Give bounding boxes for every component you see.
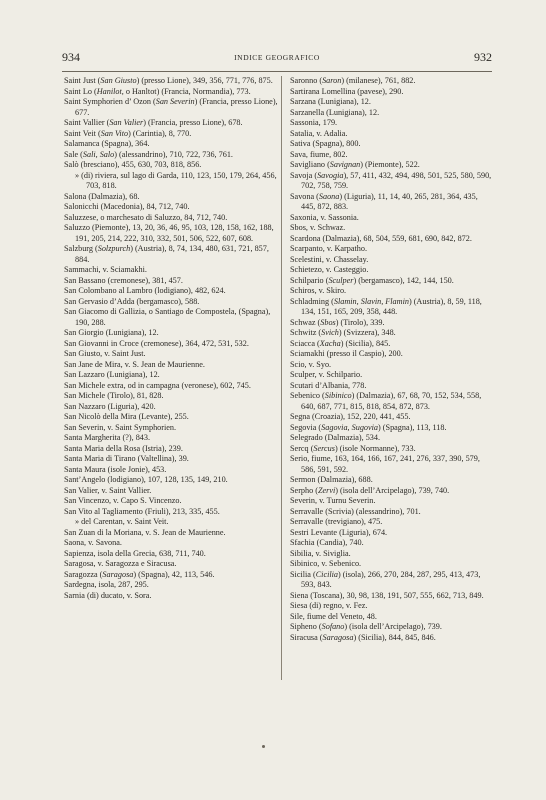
index-entry: [64, 307, 278, 328]
entry-text: Sibinico, v. Sebenico.: [290, 559, 362, 568]
index-entry: [290, 538, 494, 549]
entry-text: Saronno (: [290, 76, 323, 85]
entry-text: Sculper, v. Schilpario.: [290, 370, 363, 379]
index-entry: [290, 454, 494, 475]
entry-text: Sciamakhi (presso il Caspio), 200.: [290, 349, 403, 358]
index-entry: [290, 276, 494, 287]
index-entry: [64, 223, 278, 244]
entry-text: San Zuan di la Moriana, v. S. Jean de Maurienne.: [64, 527, 226, 537]
entry-text: Sammachi, v. Sciamakhi.: [64, 265, 147, 274]
entry-text: San Giacomo di Gallizia, o Santiago de Compostela, (Spagna), 190, 288.: [64, 307, 271, 327]
index-entry: [290, 213, 494, 224]
index-entry: [64, 549, 278, 560]
index-entry: [290, 370, 494, 381]
entry-variant: Sercus: [313, 443, 335, 453]
entry-text: Sciacca (: [290, 338, 320, 348]
index-entry: [290, 507, 494, 518]
index-entry: [290, 360, 494, 371]
entry-text: Schladming (: [290, 296, 334, 306]
entry-text: Segovia (: [290, 422, 322, 432]
index-entry: [290, 108, 494, 119]
index-entry: [64, 507, 278, 518]
entry-text: Saint Just (: [64, 76, 101, 85]
entry-text: ) (Carintia), 8, 770.: [128, 128, 192, 138]
index-entry: [64, 402, 278, 413]
entry-text: Serravalle (Scrivia) (alessandrino), 701.: [290, 506, 421, 516]
index-entry: [290, 160, 494, 171]
entry-text: ) (isola), 266, 270, 284, 287, 295, 413, 473, 593, 843.: [301, 569, 481, 589]
index-entry: [290, 517, 494, 528]
index-entry: [64, 265, 278, 276]
entry-variant: Saragosa: [322, 632, 354, 642]
index-entry: [290, 433, 494, 444]
index-entry: [290, 444, 494, 455]
index-entry: [64, 591, 278, 602]
entry-variant: Xacha: [319, 338, 341, 348]
entry-text: ) (Dalmazia), 67, 68, 70, 152, 534, 558, 640, 687, 771, 815, 818, 854, 872, 873.: [301, 391, 482, 411]
entry-text: San Giusto, v. Saint Just.: [64, 349, 146, 358]
index-entry: [290, 633, 494, 644]
index-entry: [290, 591, 494, 602]
entry-text: Scutari d’Albania, 778.: [290, 380, 367, 390]
entry-text: Sebenico (: [290, 391, 325, 400]
entry-text: Sapienza, isola della Grecia, 638, 711, 740.: [64, 548, 206, 558]
running-title: INDICE GEOGRAFICO: [234, 53, 320, 62]
entry-text: San Gervasio d’Adda (bergamasco), 588.: [64, 296, 200, 306]
entry-variant: San Severin: [155, 97, 195, 106]
index-entry: [64, 297, 278, 308]
entry-text: Salò (bresciano), 455, 630, 703, 818, 856.: [64, 160, 202, 169]
entry-text: ) (isola dell’Arcipelago), 739.: [344, 622, 442, 631]
index-entry: [290, 286, 494, 297]
entry-text: Saona, v. Savona.: [64, 538, 122, 547]
entry-text: San Giorgio (Lunigiana), 12.: [64, 328, 159, 337]
entry-text: ) (milanese), 761, 882.: [341, 76, 416, 85]
entry-text: Saxonia, v. Sassonia.: [290, 212, 359, 222]
entry-text: Sfachia (Candia), 740.: [290, 538, 364, 547]
entry-text: Schietezo, v. Casteggio.: [290, 265, 369, 274]
entry-text: Sartirana Lomellina (pavese), 290.: [290, 86, 404, 96]
entry-variant: Solzpurch: [97, 244, 131, 253]
entry-text: Savona (: [290, 191, 319, 201]
entry-text: San Giovanni in Croce (cremonese), 364, 472, 531, 532.: [64, 338, 249, 348]
index-entry: [290, 192, 494, 213]
index-entry: [290, 339, 494, 350]
entry-text: Savoja (: [290, 170, 318, 180]
entry-text: Sibilia, v. Siviglia.: [290, 548, 351, 558]
entry-text: Schilpario (: [290, 275, 329, 285]
index-entry: [290, 475, 494, 486]
entry-text: Saragozza (: [64, 569, 103, 579]
entry-text: ) (Sicilia), 845.: [340, 338, 391, 348]
page-number-right: 932: [474, 50, 492, 64]
entry-text: Sipheno (: [290, 622, 322, 631]
entry-text: ) (Austria), 8, 59, 118, 134, 151, 165, 209, 358, 448.: [301, 296, 482, 316]
entry-text: ) (Spagna), 113, 118.: [378, 422, 447, 432]
entry-variant: Hanilot: [96, 86, 122, 96]
entry-text: ) (Austria), 8, 74, 134, 480, 631, 721, 857, 884.: [75, 244, 269, 264]
index-entry: [290, 391, 494, 412]
entry-text: Sermon (Dalmazia), 688.: [290, 475, 373, 484]
entry-text: Satalia, v. Adalia.: [290, 128, 348, 138]
index-entry: [64, 496, 278, 507]
header-rule: [62, 71, 492, 72]
index-entry: [64, 475, 278, 486]
index-entry: [290, 412, 494, 423]
index-entry: [64, 328, 278, 339]
index-entry: [290, 297, 494, 318]
index-entry: [290, 76, 494, 87]
entry-text: ) (alessandrino), 710, 722, 736, 761.: [114, 149, 233, 159]
entry-text: Segna (Croazia), 152, 220, 441, 455.: [290, 412, 411, 421]
entry-text: Sassonia, 179.: [290, 118, 338, 127]
index-entry: [64, 202, 278, 213]
entry-text: Salona (Dalmazia), 68.: [64, 191, 140, 201]
entry-text: Siracusa (: [290, 632, 323, 642]
entry-text: Siesa (di) regno, v. Fez.: [290, 601, 368, 610]
entry-text: San Michele (Tirolo), 81, 828.: [64, 391, 164, 400]
entry-text: Saluzzese, o marchesato di Saluzzo, 84, 712, 740.: [64, 212, 228, 222]
entry-text: ) (Sicilia), 844, 845, 846.: [353, 632, 436, 642]
entry-text: ) (Liguria), 11, 14, 40, 265, 281, 364, 435, 445, 872, 883.: [301, 191, 478, 211]
index-entry: [64, 160, 278, 171]
index-entry: [290, 244, 494, 255]
entry-text: Sativa (Spagna), 800.: [290, 139, 361, 148]
index-entry: [290, 150, 494, 161]
entry-variant: Sculper: [328, 275, 354, 285]
index-entry: [64, 97, 278, 118]
index-entry: [290, 612, 494, 623]
entry-text: ) (isola dell’Arcipelago), 739, 740.: [335, 485, 450, 495]
index-entry: [290, 318, 494, 329]
index-entry: [64, 486, 278, 497]
entry-variant: Sibinico: [324, 391, 352, 400]
entry-variant: Saron: [322, 76, 342, 85]
entry-text: ) (bergamasco), 142, 144, 150.: [353, 275, 454, 285]
index-entry: [64, 580, 278, 591]
entry-variant: San Giusto: [100, 76, 137, 85]
entry-text: Santa Maria di Tirano (Valtellina), 39.: [64, 454, 189, 463]
entry-text: San Vito al Tagliamento (Friuli), 213, 335, 455.: [64, 506, 220, 516]
entry-text: Serio, fiume, 163, 164, 166, 167, 241, 276, 337, 390, 579, 586, 591, 592.: [290, 454, 480, 474]
index-entry: [290, 528, 494, 539]
index-entry: [64, 171, 278, 192]
entry-text: ) (isole Normanne), 733.: [334, 443, 416, 453]
index-entry: [64, 87, 278, 98]
index-entry: [290, 118, 494, 129]
entry-text: Salzburg (: [64, 244, 98, 253]
index-entry: [64, 433, 278, 444]
entry-text: Selegrado (Dalmazia), 534.: [290, 433, 381, 442]
left-column: [64, 76, 278, 601]
entry-variant: Sagovia, Sugovia: [321, 422, 379, 432]
entry-variant: San Vito: [100, 128, 129, 138]
entry-text: Sarzana (Lunigiana), 12.: [290, 97, 371, 106]
index-entry: [64, 444, 278, 455]
entry-text: San Nicolò della Mira (Levante), 255.: [64, 412, 189, 421]
entry-text: Scelestini, v. Chasselay.: [290, 254, 369, 264]
entry-text: San Severin, v. Saint Symphorien.: [64, 422, 177, 432]
index-entry: [64, 570, 278, 581]
index-entry: [64, 454, 278, 465]
index-entry: [290, 234, 494, 245]
index-entry: [64, 150, 278, 161]
entry-text: Sarnia (di) ducato, v. Sora.: [64, 590, 152, 600]
index-entry: [64, 192, 278, 203]
entry-text: San Lazzaro (Lunigiana), 12.: [64, 370, 160, 379]
index-entry: [64, 423, 278, 434]
page-number-left: 934: [62, 50, 80, 64]
index-entry: [64, 391, 278, 402]
entry-text: Saragosa, v. Saragozza e Siracusa.: [64, 559, 177, 568]
entry-text: San Nazzaro (Liguria), 420.: [64, 401, 156, 411]
entry-text: ) (Piemonte), 522.: [360, 160, 420, 169]
entry-text: Sale (: [64, 149, 83, 159]
index-entry: [64, 213, 278, 224]
entry-variant: Sbos: [320, 317, 336, 327]
index-entry: [290, 601, 494, 612]
entry-text: Sicilia (: [290, 569, 316, 579]
entry-text: Scarpanto, v. Karpatho.: [290, 244, 367, 253]
index-entry: [290, 171, 494, 192]
entry-text: ) (Spagna), 42, 113, 546.: [133, 569, 215, 579]
entry-text: San Bassano (cremonese), 381, 457.: [64, 275, 183, 285]
entry-text: Serpho (: [290, 485, 318, 495]
entry-variant: Svich: [321, 328, 339, 337]
entry-text: Saint Veit (: [64, 128, 101, 138]
index-entry: [290, 381, 494, 392]
index-entry: [290, 349, 494, 360]
entry-text: , o Hanltot) (Francia, Normandia), 773.: [121, 86, 251, 96]
entry-text: Saint Lo (: [64, 86, 97, 96]
entry-variant: Saona: [318, 191, 340, 201]
entry-text: Salonicchi (Macedonia), 84, 712, 740.: [64, 202, 190, 211]
index-entry: [290, 486, 494, 497]
entry-text: Sardegna, isola, 287, 295.: [64, 580, 149, 589]
entry-text: Schwitz (: [290, 328, 322, 337]
index-entry: [64, 528, 278, 539]
entry-text: Saint Vallier (: [64, 118, 110, 127]
index-entry: [64, 276, 278, 287]
index-entry: [64, 129, 278, 140]
column-divider: [281, 76, 282, 680]
entry-text: Sile, fiume del Veneto, 48.: [290, 611, 377, 621]
entry-text: San Michele extra, od in campagna (veronese), 602, 745.: [64, 380, 251, 390]
index-entry: [64, 381, 278, 392]
index-entry: [290, 570, 494, 591]
entry-text: Santa Maria della Rosa (Istria), 239.: [64, 443, 183, 453]
index-entry: [64, 517, 278, 528]
entry-text: Sercq (: [290, 443, 314, 453]
entry-text: ), 57, 411, 432, 494, 498, 501, 525, 580, 590, 702, 758, 759.: [301, 170, 492, 190]
entry-text: Sant’Angelo (lodigiano), 107, 128, 135, 149, 210.: [64, 475, 228, 484]
index-entry: [64, 360, 278, 371]
index-entry: [64, 538, 278, 549]
index-entry: [290, 87, 494, 98]
index-entry: [290, 423, 494, 434]
index-entry: [290, 328, 494, 339]
entry-variant: Cicilia: [315, 569, 338, 579]
entry-text: » del Carentan, v. Saint Veit.: [75, 517, 169, 526]
entry-text: Santa Margherita (?), 843.: [64, 433, 151, 442]
entry-text: Siena (Toscana), 30, 98, 138, 191, 507, 555, 662, 713, 849.: [290, 590, 484, 600]
entry-text: ) (Svizzera), 348.: [338, 328, 396, 337]
entry-text: Santa Maura (isole Jonie), 453.: [64, 464, 167, 474]
entry-text: Schwaz (: [290, 317, 321, 327]
entry-variant: Zervi: [317, 485, 336, 495]
index-entry: [290, 496, 494, 507]
index-entry: [64, 139, 278, 150]
entry-text: Schiros, v. Skiro.: [290, 286, 347, 295]
entry-variant: Savignan: [329, 160, 361, 169]
index-entry: [290, 559, 494, 570]
entry-text: Scio, v. Syo.: [290, 359, 332, 369]
entry-text: Sarzanella (Lunigiana), 12.: [290, 107, 380, 117]
entry-variant: Sali, Salo: [82, 149, 115, 159]
entry-text: Serravalle (trevigiano), 475.: [290, 517, 383, 526]
entry-text: San Vincenzo, v. Capo S. Vincenzo.: [64, 496, 182, 505]
page-mark: [262, 745, 265, 748]
entry-text: San Jane de Mira, v. S. Jean de Maurienne.: [64, 359, 205, 369]
index-entry: [64, 349, 278, 360]
index-entry: [290, 223, 494, 234]
entry-variant: San Valier: [109, 118, 144, 127]
entry-text: Savigliano (: [290, 160, 330, 169]
entry-text: Sestri Levante (Liguria), 674.: [290, 527, 388, 537]
entry-variant: Savogia: [317, 170, 344, 180]
entry-text: Saluzzo (Piemonte), 13, 20, 36, 46, 95, 103, 128, 158, 162, 188, 191, 205, 214, 222, 310, 332, 501, 506, 522, 607, 608.: [64, 223, 274, 243]
index-entry: [290, 97, 494, 108]
index-entry: [64, 118, 278, 129]
entry-text: ) (Tirolo), 339.: [335, 317, 385, 327]
index-entry: [64, 76, 278, 87]
entry-variant: Slamin, Slavin, Flamin: [333, 296, 409, 306]
entry-text: ) (presso Lione), 349, 356, 771, 776, 875.: [136, 76, 273, 85]
entry-text: Sava, fiume, 802.: [290, 149, 348, 159]
index-entry: [64, 559, 278, 570]
index-entry: [64, 286, 278, 297]
entry-variant: Saragosa: [102, 569, 134, 579]
entry-text: Sbos, v. Schwaz.: [290, 223, 346, 232]
index-entry: [290, 129, 494, 140]
index-entry: [64, 339, 278, 350]
entry-text: San Valier, v. Saint Vallier.: [64, 485, 152, 495]
entry-text: Saint Symphorien d’ Ozon (: [64, 97, 156, 106]
index-entry: [64, 370, 278, 381]
entry-text: Salamanca (Spagna), 364.: [64, 139, 150, 148]
page-header: [62, 50, 492, 70]
entry-text: San Colombano al Lambro (lodigiano), 482, 624.: [64, 286, 226, 295]
entry-text: Scardona (Dalmazia), 68, 504, 559, 681, 690, 842, 872.: [290, 233, 472, 243]
entry-text: Severin, v. Turnu Severin.: [290, 496, 376, 505]
index-entry: [290, 255, 494, 266]
index-entry: [290, 549, 494, 560]
index-entry: [64, 465, 278, 476]
right-column: [290, 76, 494, 643]
index-entry: [290, 265, 494, 276]
index-entry: [64, 412, 278, 423]
entry-text: » (di) riviera, sul lago di Garda, 110, 123, 150, 179, 264, 456, 703, 818.: [75, 170, 277, 190]
entry-variant: Sofano: [321, 622, 345, 631]
entry-text: ) (Francia, presso Lione), 677.: [75, 97, 278, 117]
entry-text: ) (Francia, presso Lione), 678.: [143, 118, 243, 127]
index-entry: [64, 244, 278, 265]
index-entry: [290, 139, 494, 150]
index-entry: [290, 622, 494, 633]
